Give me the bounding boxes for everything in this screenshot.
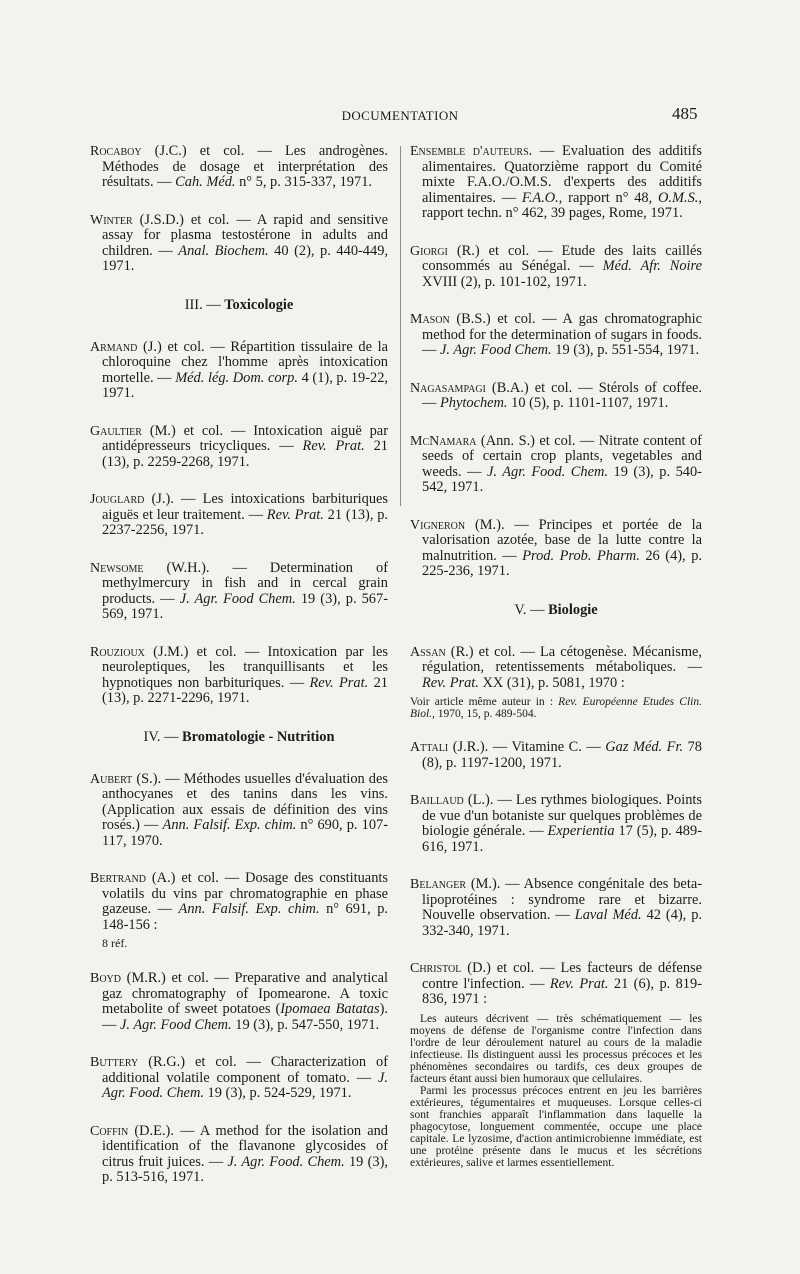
entry-citation: 19 (3), p. 547-550, 1971. <box>231 1016 380 1033</box>
entry-author: Vigneron <box>410 517 466 533</box>
entry-journal: Laval Méd. <box>574 907 642 923</box>
entry-journal: Méd. Afr. Noire <box>602 258 702 274</box>
entry-note <box>410 696 702 720</box>
reference-entry <box>90 971 388 1033</box>
running-header: DOCUMENTATION <box>341 108 459 123</box>
entry-abstract <box>410 1013 702 1169</box>
entry-citation: 19 (3), p. 540-542, 1971. <box>422 463 702 495</box>
entry-citation: 21 (6), p. 819-836, 1971 : <box>422 975 702 1007</box>
section-number: III. — <box>184 296 225 313</box>
note-journal: Rev. Européenne Etudes Clin. Biol. <box>410 696 702 720</box>
entry-text: (J.R.). — Vitamine C. — <box>448 739 606 755</box>
abstract-paragraph: Parmi les processus précoces entrent en jeu les barrières extérieures, tégumentaires et muqueuses. Lorsque celles-ci sont franchies apparaît l'inflammation dans laquelle la phagocytose, longuement commentée, occupe une place capitale. Le lyzosime, d'action antimicrobienne immédiate, est une protéine présente dans le mucus et les sécrétions extérieures, salive et larmes essentiellement. <box>410 1084 702 1169</box>
entry-text: (J.C.) et col. — Les androgènes. Méthodes de dosage et interprétation des résultats. — <box>102 143 388 190</box>
entry-text: . — Evaluation des additifs alimentaires. Quatorzième rapport du Comité mixte F.A.O./O.M.S. d'experts des additifs alimentaires. — <box>422 143 702 206</box>
entry-citation: XVIII (2), p. 101-102, 1971. <box>422 273 587 290</box>
column-rule <box>400 146 401 506</box>
reference-entry <box>410 381 702 412</box>
section-number: V. — <box>514 601 549 618</box>
reference-entry <box>90 1055 388 1102</box>
entry-author: Nagasampagi <box>410 380 486 396</box>
entry-text: (J.M.) et col. — Intoxication par les neuroleptiques, les tranquillisants et les hypnotiques non barbituriques. — <box>102 643 388 691</box>
entry-citation: 10 (5), p. 1101-1107, 1971. <box>507 395 669 411</box>
section-heading <box>90 729 388 746</box>
entry-note: 8 réf. <box>102 936 128 950</box>
entry-text: (S.). — Méthodes usuelles d'évaluation des anthocyanes et des tanins dans les vins. (Application aux essais de définition des vins rosés.) — <box>102 770 388 833</box>
reference-entry <box>90 340 388 402</box>
reference-entry <box>410 518 702 580</box>
entry-text: (Ann. S.) et col. — Nitrate content of seeds of certain crop plants, vegetables and weeds. — <box>422 432 702 480</box>
entry-citation: 19 (3), p. 524-529, 1971. <box>203 1085 352 1101</box>
entry-journal: Rev. Prat. <box>309 674 369 691</box>
section-name: Bromatologie - Nutrition <box>182 728 335 745</box>
entry-citation: 21 (13), p. 2237-2256, 1971. <box>102 506 388 538</box>
entry-journal: J. Agr. Food Chem. <box>440 342 552 358</box>
entry-text: (D.) et col. — Les facteurs de défense contre l'infection. — <box>422 960 702 992</box>
entry-author: Aubert <box>90 771 133 787</box>
reference-entry <box>90 1124 388 1186</box>
reference-entry <box>90 144 388 191</box>
reference-entry <box>90 561 388 623</box>
entry-citation: 42 (4), p. 332-340, 1971. <box>422 907 703 939</box>
section-number: IV. — <box>143 728 183 745</box>
reference-entry <box>410 244 702 291</box>
entry-journal: Méd. lég. Dom. corp. <box>175 369 298 386</box>
entry-citation: n° 5, p. 315-337, 1971. <box>235 174 372 190</box>
section-name: Toxicologie <box>224 296 294 313</box>
entry-citation: XX (31), p. 5081, 1970 : <box>478 674 625 691</box>
entry-species: Ipomaea Batatas <box>280 1001 380 1017</box>
entry-citation: 19 (3), p. 551-554, 1971. <box>551 342 700 358</box>
entry-text: (J.) et col. — Répartition tissulaire de la chloroquine chez l'homme après intoxication mortelle. — <box>102 338 388 386</box>
entry-citation: 19 (3), p. 513-516, 1971. <box>102 1153 388 1185</box>
reference-entry <box>90 424 388 471</box>
entry-citation: 21 (13), p. 2271-2296, 1971. <box>102 674 388 706</box>
entry-author: Ensemble d'auteurs <box>410 144 529 159</box>
entry-text: (R.G.) et col. — Characterization of additional volatile component of tomato. — <box>102 1054 388 1086</box>
entry-journal: J. Agr. Food. Chem. <box>486 463 608 480</box>
reference-entry <box>410 645 702 692</box>
reference-entry <box>90 213 388 275</box>
entry-journal: Phytochem. <box>440 395 508 411</box>
reference-entry <box>90 492 388 539</box>
entry-journal: Cah. Méd. <box>175 174 236 190</box>
reference-entry <box>410 144 702 222</box>
entry-journal: Rev. Prat. <box>302 438 365 454</box>
entry-author: Baillaud <box>410 793 464 808</box>
entry-journal: Rev. Prat. <box>422 674 479 691</box>
reference-entry <box>90 871 388 933</box>
entry-citation: , rapport techn. n° 462, 39 pages, Rome, 1971. <box>422 189 702 221</box>
entry-citation: 21 (13), p. 2259-2268, 1971. <box>102 438 388 470</box>
reference-entry <box>90 772 388 850</box>
entry-author: Boyd <box>90 971 122 986</box>
entry-text: (M.). — Principes et portée de la valorisation azotée, base de la lutte contre la malnutrition. — <box>422 516 702 564</box>
entry-text: (J.). — Les intoxications barbituriques aiguës et leur traitement. — <box>102 491 388 523</box>
right-column <box>410 144 702 1189</box>
entry-text: (M.) et col. — Intoxication aiguë par antidépresseurs tricycliques. — <box>102 422 388 454</box>
reference-entry <box>410 740 702 771</box>
entry-author: Attali <box>410 740 449 755</box>
abstract-paragraph: Les auteurs décrivent — très schématiquement — les moyens de défense de l'organisme contre l'infection dans l'ordre de leur déroulement naturel au cours de la maladie infectieuse. Ils distinguent aussi les processus précoces et les phénomènes secondaires ou tardifs, ces deux groupes de facteurs étant aussi bien humoraux que cellulaires. <box>410 1012 702 1085</box>
entry-journal: J. Agr. Food. Chem. <box>102 1069 388 1101</box>
entry-author: Giorgi <box>410 243 448 259</box>
entry-author: Newsome <box>90 560 144 576</box>
entry-journal: J. Agr. Food. Chem. <box>227 1153 345 1170</box>
entry-citation: 40 (2), p. 440-449, 1971. <box>102 242 388 274</box>
entry-text: (M.). — Absence congénitale des beta-lipoprotéines : syndrome rare et bizarre. Nouvelle observation. — <box>422 876 702 923</box>
entry-citation: 78 (8), p. 1197-1200, 1971. <box>422 739 702 771</box>
reference-entry <box>410 434 702 496</box>
entry-journal: O.M.S. <box>658 189 699 206</box>
entry-author: Armand <box>90 339 138 355</box>
entry-journal: Rev. Prat. <box>549 975 609 992</box>
entry-author: Assan <box>410 644 446 660</box>
entry-text: ). — <box>102 1001 388 1033</box>
entry-citation: 4 (1), p. 19-22, 1971. <box>102 369 388 401</box>
entry-author: Christol <box>410 961 462 976</box>
entry-text: (D.E.). — A method for the isolation and identification of the flavanone glycosides of citrus fruit juices. — <box>102 1122 388 1170</box>
entry-journal: Anal. Biochem. <box>178 242 269 259</box>
entry-author: Mason <box>410 312 450 327</box>
entry-journal: Rev. Prat. <box>266 506 324 523</box>
entry-journal: Prod. Prob. Pharm. <box>522 547 640 564</box>
entry-journal: Experientia <box>547 823 615 839</box>
entry-author: Rouzioux <box>90 644 145 660</box>
entry-text: , rapport n° 48, <box>558 189 659 206</box>
section-name: Biologie <box>548 601 598 618</box>
entry-author: Bertrand <box>90 871 146 886</box>
entry-journal: J. Agr. Food Chem. <box>120 1016 232 1033</box>
section-heading <box>410 602 702 619</box>
entry-text: (M.R.) et col. — Preparative and analytical gaz chromatography of Ipomearone. A toxic metabolite of sweet potatoes ( <box>102 970 388 1017</box>
entry-journal: Ann. Falsif. Exp. chim. <box>162 817 297 833</box>
entry-text: (J.S.D.) et col. — A rapid and sensitive assay for plasma testostérone in adults and children. — <box>102 211 388 259</box>
entry-author: Gaultier <box>90 423 142 439</box>
left-column <box>90 144 388 1208</box>
entry-text: (R.) et col. — Etude des laits caillés consommés au Sénégal. — <box>422 242 702 274</box>
entry-citation: n° 690, p. 107-117, 1970. <box>102 817 388 849</box>
entry-journal: F.A.O. <box>521 189 559 206</box>
entry-journal: Gaz Méd. Fr. <box>605 739 684 755</box>
note-text: Voir article même auteur in : <box>410 696 559 708</box>
entry-citation: n° 691, p. 148-156 : <box>102 901 388 933</box>
entry-text: (B.S.) et col. — A gas chromatographic method for the determination of sugars in foods. — <box>422 311 702 358</box>
entry-text: (B.A.) et col. — Stérols of coffee. — <box>422 379 702 411</box>
entry-author: McNamara <box>410 433 477 449</box>
entry-author: Coffin <box>90 1123 129 1139</box>
entry-text: (R.) et col. — La cétogenèse. Mécanisme, régulation, retentissements métaboliques. — <box>422 643 702 675</box>
note-text: , 1970, 15, p. 489-504. <box>432 708 537 720</box>
entry-journal: J. Agr. Food Chem. <box>179 590 296 607</box>
entry-text: (W.H.). — Determination of methylmercury in fish and in cercal grain products. — <box>102 559 388 607</box>
entry-journal: Ann. Falsif. Exp. chim. <box>178 901 320 917</box>
entry-author: Rocaboy <box>90 144 142 159</box>
entry-author: Winter <box>90 212 133 228</box>
reference-entry <box>410 793 702 855</box>
entry-text: (A.) et col. — Dosage des constituants volatils du vins par chromatographie en phase gazeuse. — <box>102 870 388 917</box>
entry-author: Buttery <box>90 1055 139 1070</box>
reference-entry <box>410 312 702 359</box>
reference-entry <box>90 645 388 707</box>
entry-author: Jouglard <box>90 492 145 507</box>
entry-citation: 17 (5), p. 489-616, 1971. <box>422 823 702 855</box>
entry-text: (L.). — Les rythmes biologiques. Points de vue d'un botaniste sur quelques problèmes de biologie générale. — <box>422 792 702 839</box>
entry-citation: 19 (3), p. 567-569, 1971. <box>102 590 388 622</box>
page-number: 485 <box>672 104 698 123</box>
section-heading <box>90 297 388 314</box>
entry-citation: 26 (4), p. 225-236, 1971. <box>422 547 702 579</box>
reference-entry <box>410 961 702 1008</box>
reference-entry <box>410 877 702 939</box>
entry-author: Belanger <box>410 877 466 892</box>
